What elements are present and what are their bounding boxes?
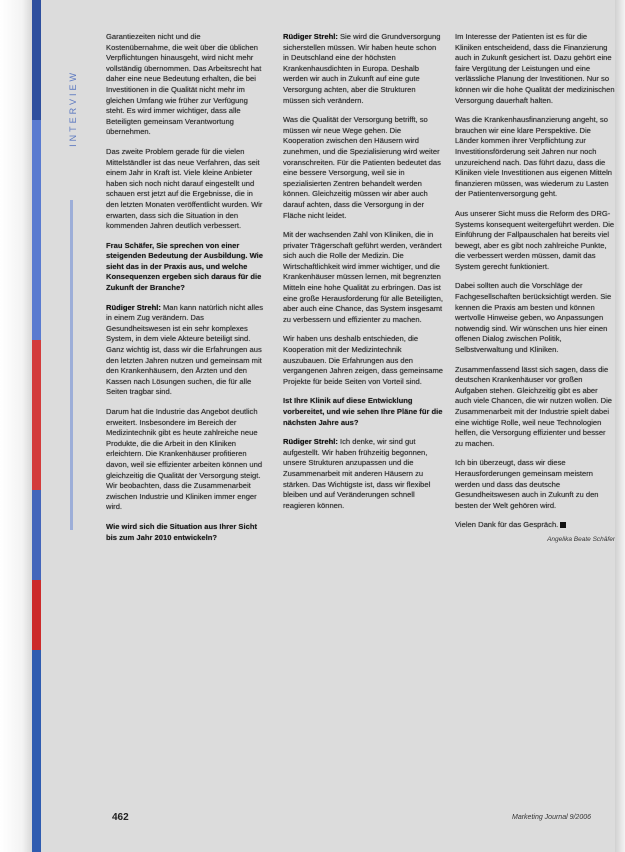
paragraph-text: Wir haben uns deshalb entschieden, die Kooperation mit der Medizintechnik auszubauen. Die Erfahrungen aus den vergangenen Jahren zeigen, dass gemeinsame Projekte für beide Seiten von Vorteil sind. — [283, 334, 443, 386]
interview-answer — [283, 437, 443, 511]
paragraph-text: Was die Qualität der Versorgung betrifft, so müssen wir neue Wege gehen. Die Kooperation zwischen den Häusern wird zunehmen, und die Spezialisierung wird weiter voranschreiten. Für die Patienten bedeutet das eine bessere Versorgung, weil sie in spezialisierten Zentren behandelt werden können. Gleichzeitig müssen wir aber auch darauf achten, dass die Versorgung in der Fläche nicht leidet. — [283, 115, 441, 220]
paragraph-text: Frau Schäfer, Sie sprechen von einer steigenden Bedeutung der Ausbildung. Wie sieht das in der Praxis aus, und welche Konsequenzen ergeben sich daraus für die Zukunft der Branche? — [106, 240, 264, 293]
interview-answer — [283, 115, 443, 221]
article-columns — [106, 32, 615, 812]
paragraph-text: Ist Ihre Klinik auf diese Entwicklung vorbereitet, und wie sehen Ihre Pläne für die nächsten Jahre aus? — [283, 396, 443, 427]
interview-answer — [106, 32, 266, 138]
column-2 — [283, 32, 443, 812]
stripe-blue-light — [32, 120, 41, 340]
closing-line — [455, 520, 615, 531]
interview-answer — [455, 209, 615, 273]
speaker-name: Rüdiger Strehl: — [283, 32, 338, 41]
paragraph-text: Wie wird sich die Situation aus Ihrer Sicht bis zum Jahr 2010 entwickeln? — [106, 521, 257, 542]
stripe-blue — [32, 490, 41, 580]
paragraph-text: Garantiezeiten nicht und die Kostenübernahme, die weit über die üblichen Verpflichtungen hinausgeht, wird nicht mehr vollständig übernommen. Das Arbeitsrecht hat daher eine neue Bedeutung erhalten, die bei Investitionen in die Qualität nicht mehr im gleichen Umfang wie früher zur Verfügung steht. Es wird immer wichtiger, dass alle Beteiligten gemeinsam Verantwortung übernehmen. — [106, 32, 262, 137]
paragraph-text: Vielen Dank für das Gespräch. — [455, 520, 559, 530]
author-credit: Angelika Beate Schäfer — [547, 535, 615, 543]
stripe-red-small — [32, 580, 41, 650]
paragraph-text: Dabei sollten auch die Vorschläge der Fachgesellschaften berücksichtigt werden. Sie kennen die Praxis am besten und können wertvolle Hinweise geben, wo Anpassungen notwendig sind. Wir wünschen uns hier einen offenen Dialog zwischen Politik, Selbstverwaltung und Kliniken. — [455, 281, 612, 355]
stripe-red — [32, 340, 41, 490]
interview-answer — [455, 281, 615, 355]
paragraph-text: Das zweite Problem gerade für die vielen Mittelständler ist das neue Verfahren, das seit einem Jahr in Kraft ist. Viele kleine Anbieter haben sich noch nicht darauf eingestellt und schauen erst jetzt auf die Ergebnisse, die in den letzten Monaten veröffentlicht wurden. Wir erwarten, dass sich die Situation in den kommenden Jahren deutlich verbessert. — [106, 146, 263, 231]
interview-answer — [106, 303, 266, 398]
column-1 — [106, 32, 266, 812]
scan-right-margin — [615, 0, 625, 852]
interview-answer — [455, 365, 615, 450]
column-3 — [455, 32, 615, 812]
paragraph-text: Ich bin überzeugt, dass wir diese Herausforderungen gemeinsam meistern werden und dass das deutsche Gesundheitswesen auch in Zukunft zu den besten der Welt gehören wird. — [455, 458, 599, 510]
paragraph-text: Darum hat die Industrie das Angebot deutlich erweitert. Insbesondere im Bereich der Medizintechnik gibt es heute zahlreiche neue Produkte, die die Arbeit in den Kliniken erleichtern. Die Krankenhäuser profitieren davon, weil sie effizienter arbeiten können und gleichzeitig die Qualität der Versorgung steigt. Wir beobachten, dass die Zusammenarbeit zwischen Industrie und Kliniken immer enger wird. — [106, 407, 263, 512]
paragraph-text: Mit der wachsenden Zahl von Kliniken, die in privater Trägerschaft geführt werden, verändert sich auch die Rolle der Medizin. Die Wirtschaftlichkeit wird immer wichtiger, und die Krankenhäuser müssen lernen, mit begrenzten Mitteln eine hohe Qualität zu erbringen. Das ist eine große Herausforderung für alle Beteiligten, aber auch eine Chance, das System insgesamt zu verbessern und effizienter zu machen. — [283, 230, 443, 324]
side-decoration-bar — [70, 200, 73, 530]
end-of-article-mark — [560, 522, 566, 528]
paragraph-text: Sie wird die Grundversorgung sicherstellen müssen. Wir haben heute schon in Deutschland eine der höchsten Krankenhausdichten in Europa. Deshalb werden wir auch in Zukunft auf eine gute Versorgung achten, aber die Strukturen müssen sich verändern. — [283, 32, 441, 105]
paragraph-text: Im Interesse der Patienten ist es für die Kliniken entscheidend, dass die Finanzierung auch in Zukunft gesichert ist. Dazu gehört eine faire Vergütung der Leistungen und eine verlässliche Planung der Investitionen. Nur so können wir die hohe Qualität der medizinischen Versorgung dauerhaft halten. — [455, 32, 615, 105]
interview-answer — [283, 334, 443, 387]
scan-left-margin — [0, 0, 32, 852]
paragraph-text: Aus unserer Sicht muss die Reform des DRG-Systems konsequent weitergeführt werden. Die Einführung der Fallpauschalen hat bereits viel bewegt, aber es gibt noch zahlreiche Punkte, die verbessert werden müssen, damit das System gerecht funktioniert. — [455, 208, 615, 271]
interview-answer — [106, 407, 266, 513]
interview-answer — [455, 115, 615, 200]
paragraph-text: Man kann natürlich nicht alles in einem Zug verändern. Das Gesundheitswesen ist ein sehr komplexes System, in dem viele Akteure beteiligt sind. Ganz wichtig ist, dass wir die Erfahrungen aus den letzten Jahren nutzen und gemeinsam mit den Krankenhäusern, den Ärzten und den Kassen nach Lösungen suchen, die für alle Seiten tragbar sind. — [106, 302, 264, 397]
page-number: 462 — [112, 812, 129, 823]
interview-answer — [283, 230, 443, 325]
paragraph-text: Was die Krankenhausfinanzierung angeht, so brauchen wir eine klare Perspektive. Die Länder kommen ihrer Verpflichtung zur Investitionsförderung seit Jahren nur noch unzureichend nach. Das führt dazu, dass die Kliniken viele Investitionen aus eigenen Mitteln finanzieren müssen, was wiederum zu Lasten der Patientenversorgung geht. — [455, 115, 613, 199]
interview-answer — [455, 458, 615, 511]
color-edge-stripes — [32, 0, 41, 852]
magazine-footer: Marketing Journal 9/2006 — [512, 814, 591, 821]
paragraph-text: Zusammenfassend lässt sich sagen, dass die deutschen Krankenhäuser vor großen Aufgaben stehen. Gleichzeitig gibt es aber auch viele Chancen, die wir nutzen wollen. Die Zusammenarbeit mit der Industrie spielt dabei eine wichtige Rolle, weil neue Technologien helfen, die Versorgung effizienter und besser zu machen. — [455, 364, 613, 448]
speaker-name: Rüdiger Strehl: — [283, 437, 338, 447]
interview-question — [283, 396, 443, 428]
side-section-label: INTERVIEW — [68, 70, 78, 147]
interview-answer — [283, 32, 443, 106]
stripe-blue-bottom — [32, 650, 41, 852]
interview-answer — [106, 147, 266, 232]
interview-answer — [455, 32, 615, 106]
interview-question — [106, 522, 266, 543]
interview-question — [106, 241, 266, 294]
stripe-blue-dark — [32, 0, 41, 120]
paragraph-text: Ich denke, wir sind gut aufgestellt. Wir haben frühzeitig begonnen, unsere Strukturen anzupassen und die Zusammenarbeit mit anderen Häusern zu stärken. Das Wichtigste ist, dass wir flexibel bleiben und auf Veränderungen schnell reagieren können. — [283, 437, 431, 510]
speaker-name: Rüdiger Strehl: — [106, 302, 161, 312]
